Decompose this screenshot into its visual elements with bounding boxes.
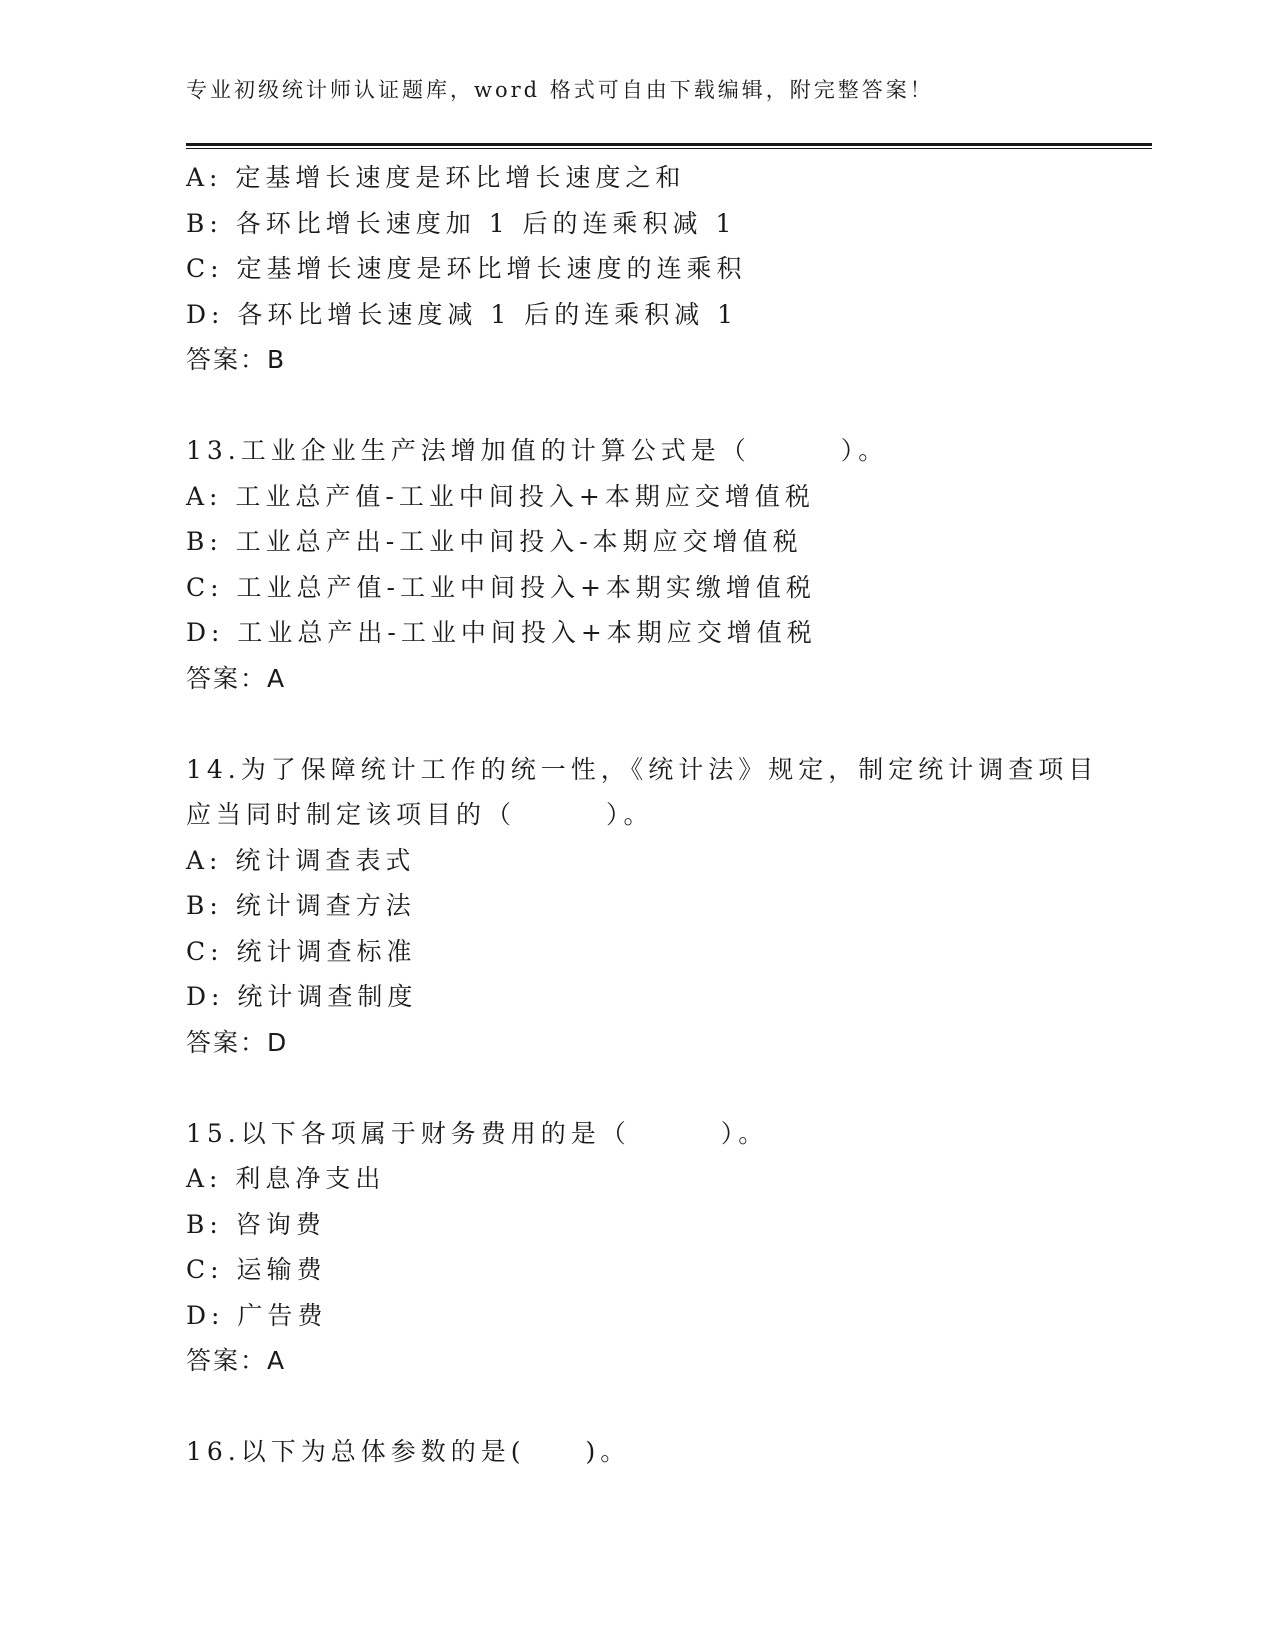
header-rule — [186, 143, 1152, 146]
page-header: 专业初级统计师认证题库，word 格式可自由下载编辑，附完整答案！ — [186, 78, 934, 102]
option-b: B: 各环比增长速度加 1 后的连乘积减 1 — [186, 208, 737, 238]
answer: 答案：A — [186, 1346, 287, 1375]
answer: 答案：B — [186, 345, 287, 374]
option-c: C: 运输费 — [186, 1255, 327, 1284]
document-body — [186, 155, 1099, 1475]
spacer — [186, 701, 1086, 747]
option-b: B: 咨询费 — [186, 1209, 326, 1239]
question-16 — [186, 1429, 1086, 1475]
option-a: A: 统计调查表式 — [186, 845, 416, 875]
spacer — [186, 1065, 1086, 1111]
answer: 答案：A — [186, 663, 287, 693]
question-13 — [186, 428, 1086, 701]
question-14 — [186, 747, 1099, 1066]
answer: 答案：D — [186, 1027, 289, 1057]
question-15 — [186, 1111, 1086, 1384]
spacer — [186, 1384, 1086, 1430]
option-a: A: 工业总产值-工业中间投入+本期应交增值税 — [186, 481, 815, 511]
option-c: C: 定基增长速度是环比增长速度的连乘积 — [186, 254, 747, 283]
option-d: D: 工业总产出-工业中间投入+本期应交增值税 — [186, 618, 817, 647]
option-d: D: 各环比增长速度减 1 后的连乘积减 1 — [186, 299, 739, 329]
question-12-tail — [186, 155, 1086, 383]
question-text: 16.以下为总体参数的是( )。 — [186, 1437, 631, 1466]
spacer — [186, 383, 1086, 429]
option-c: C: 统计调查标准 — [186, 936, 417, 966]
question-text: 15.以下各项属于财务费用的是（ ）。 — [186, 1118, 769, 1148]
option-d: D: 统计调查制度 — [186, 982, 418, 1011]
option-b: B: 统计调查方法 — [186, 891, 416, 920]
option-d: D: 广告费 — [186, 1300, 328, 1330]
question-text-line-1: 14.为了保障统计工作的统一性，《统计法》规定，制定统计调查项目 — [186, 754, 1099, 784]
option-a: A: 定基增长速度是环比增长速度之和 — [186, 163, 686, 192]
header-rule-thin — [186, 148, 1152, 149]
question-text: 13.工业企业生产法增加值的计算公式是（ ）。 — [186, 436, 889, 465]
option-c: C: 工业总产值-工业中间投入+本期实缴增值税 — [186, 572, 816, 602]
question-text-line-2: 应当同时制定该项目的（ ）。 — [186, 800, 654, 829]
option-a: A: 利息净支出 — [186, 1164, 386, 1193]
option-b: B: 工业总产出-工业中间投入-本期应交增值税 — [186, 527, 803, 556]
